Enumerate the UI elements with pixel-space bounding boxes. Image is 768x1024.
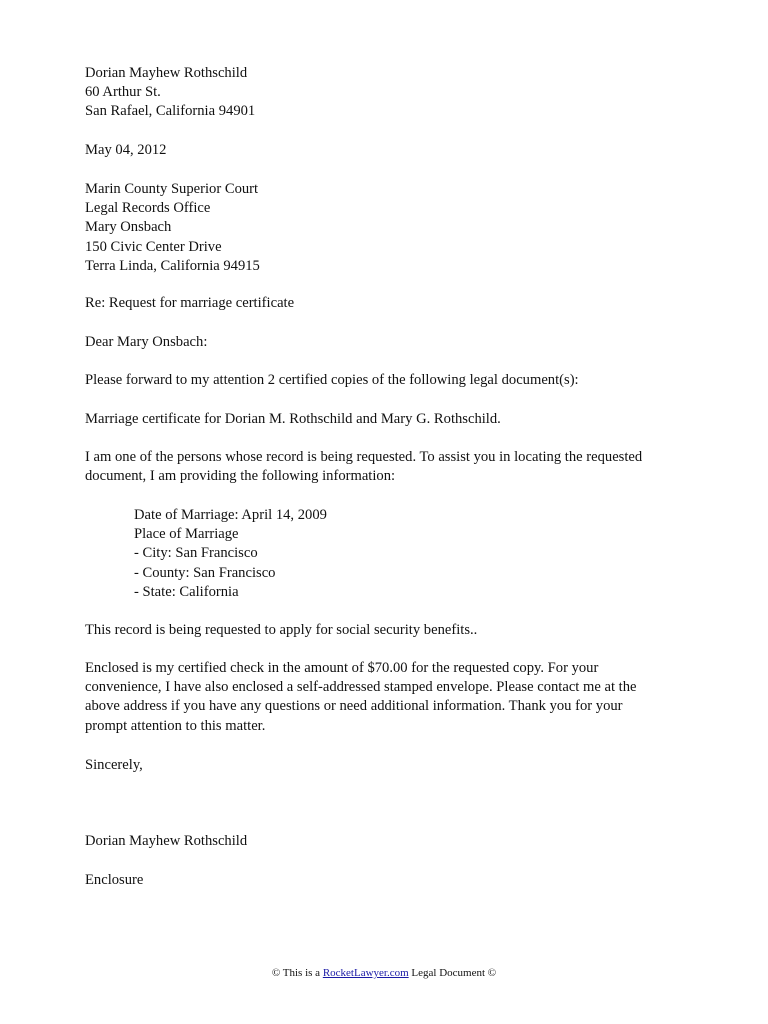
paragraph-text: Please forward to my attention 2 certified copies of the following legal document(s): (85, 372, 579, 388)
re-line: Re: Request for marriage certificate (85, 295, 295, 311)
detail-city: - City: San Francisco (134, 545, 258, 562)
paragraph-text: This record is being requested to apply for social security benefits.. (85, 622, 478, 638)
sender-address (85, 64, 685, 122)
paragraph-line: convenience, I have also enclosed a self-addressed stamped envelope. Please contact me at the (85, 679, 637, 696)
footer-suffix: Legal Document © (408, 967, 497, 979)
footer-link[interactable]: RocketLawyer.com (322, 967, 409, 979)
footer-prefix: © This is a (271, 967, 323, 979)
body-paragraph-5 (85, 659, 685, 736)
paragraph-text: Marriage certificate for Dorian M. Rothschild and Mary G. Rothschild. (85, 411, 501, 427)
sender-name: Dorian Mayhew Rothschild (85, 65, 248, 81)
closing-text: Sincerely, (85, 757, 143, 773)
body-paragraph-2 (85, 410, 685, 429)
sender-city-line: San Rafael, California 94901 (85, 103, 256, 120)
detail-state: - State: California (134, 583, 239, 600)
subject-line (85, 294, 685, 313)
body-paragraph-4 (85, 621, 685, 640)
recipient-dept: Legal Records Office (85, 200, 211, 217)
signature-name: Dorian Mayhew Rothschild (85, 833, 248, 849)
paragraph-line: above address if you have any questions or need additional information. Thank you for your (85, 698, 623, 715)
recipient-org: Marin County Superior Court (85, 181, 259, 197)
paragraph-line: document, I am providing the following information: (85, 468, 396, 485)
paragraph-line: Enclosed is my certified check in the amount of $70.00 for the requested copy. For your (85, 660, 599, 676)
recipient-city-line: Terra Linda, California 94915 (85, 257, 260, 274)
recipient-name: Mary Onsbach (85, 219, 172, 236)
salutation (85, 333, 685, 352)
recipient-street: 150 Civic Center Drive (85, 238, 222, 255)
paragraph-line: prompt attention to this matter. (85, 717, 266, 734)
salutation-text: Dear Mary Onsbach: (85, 334, 208, 350)
recipient-address (85, 180, 685, 276)
detail-county: - County: San Francisco (134, 564, 276, 581)
body-paragraph-3 (85, 448, 685, 486)
page-footer (0, 966, 768, 980)
date-text: May 04, 2012 (85, 142, 167, 158)
detail-place-of-marriage: Place of Marriage (134, 526, 239, 543)
closing (85, 756, 685, 775)
enclosure-text: Enclosure (85, 872, 144, 888)
paragraph-line: I am one of the persons whose record is being requested. To assist you in locating the requested (85, 449, 643, 465)
enclosure-note (85, 871, 685, 890)
sender-street: 60 Arthur St. (85, 84, 161, 101)
detail-date-of-marriage: Date of Marriage: April 14, 2009 (134, 507, 327, 523)
marriage-details (134, 506, 734, 602)
body-paragraph-1 (85, 371, 685, 390)
signature-block (85, 832, 685, 851)
letter-date (85, 141, 685, 160)
